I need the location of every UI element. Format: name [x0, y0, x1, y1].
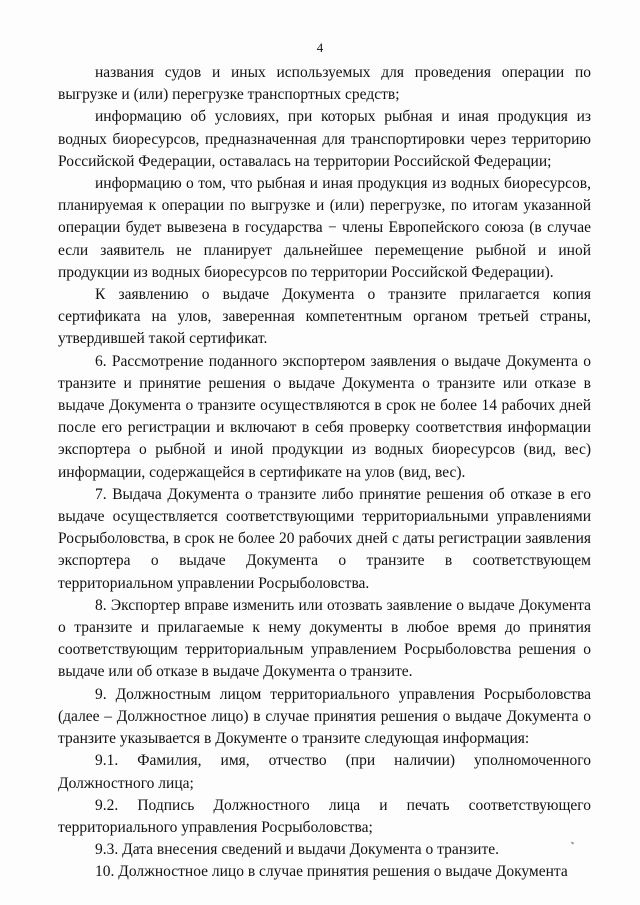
paragraph-item-9: 9. Должностным лицом территориального управления Росрыболовства (далее – Должностное лицо) в случае принятия решения о выдаче Документа о транзите указывается в Документе о транзите следующая информация: — [58, 685, 591, 748]
paragraph-item-8: 8. Экспортер вправе изменить или отозвать заявление о выдаче Документа о транзите и прилагаемые к нему документы в любое время до принятия соответствующим территориальным управлением Росрыболовства решения о выдаче или об отказе в выдаче Документа о транзите. — [58, 596, 591, 681]
paragraph-item-9-1: 9.1. Фамилия, имя, отчество (при наличии) уполномоченного Должностного лица; — [58, 752, 591, 792]
paragraph-catch-certificate: К заявлению о выдаче Документа о транзите прилагается копия сертификата на улов, заверенная компетентным органом третьей страны, утвердившей такой сертификат. — [58, 286, 591, 348]
paragraph-item-7: 7. Выдача Документа о транзите либо принятие решения об отказе в его выдаче осуществляется соответствующими территориальными управлениями Росрыболовства, в срок не более 20 рабочих дней с даты регистрации заявления экспортера о выдаче Документа о транзите в соответствующем территориальном управлении Росрыболовства. — [58, 485, 591, 592]
paragraph-item-10: 10. Должностное лицо в случае принятия решения о выдаче Документа — [95, 863, 568, 881]
paragraph-storage-conditions: информацию об условиях, при которых рыбная и иная продукция из водных биоресурсов, предназначенная для транспортировки через территорию Российской Федерации, оставалась на территории Российской Федерации; — [58, 108, 591, 170]
page-number: 4 — [316, 40, 324, 55]
paragraph-export-to-eu: информацию о том, что рыбная и иная продукция из водных биоресурсов, планируемая к операции по выгрузке и (или) перегрузке, по итогам указанной операции будет вывезена в государства − члены Европейского союза (в случае если заявитель не планирует дальнейшее перемещение рыбной и иной продукции из водных биоресурсов по территории Российской Федерации). — [58, 175, 591, 281]
paragraph-item-6: 6. Рассмотрение поданного экспортером заявления о выдаче Документа о транзите и принятие решения о выдаче Документа о транзите или отказе в выдаче Документа о транзите осуществляются в срок не более 14 рабочих дней после его регистрации и включают в себя проверку соответствия информации экспортера о рыбной и иной продукции из водных биоресурсов (вид, вес) информации, содержащейся в сертификате на улов (вид, вес). — [58, 352, 591, 481]
paragraph-vessel-names: названия судов и иных используемых для проведения операции по выгрузке и (или) перегрузке транспортных средств; — [58, 64, 591, 104]
paragraph-item-9-2: 9.2. Подпись Должностного лица и печать соответствующего территориального управления Росрыболовства; — [58, 796, 591, 836]
paragraph-item-9-3: 9.3. Дата внесения сведений и выдачи Документа о транзите. — [95, 841, 499, 859]
document-body — [58, 62, 591, 884]
